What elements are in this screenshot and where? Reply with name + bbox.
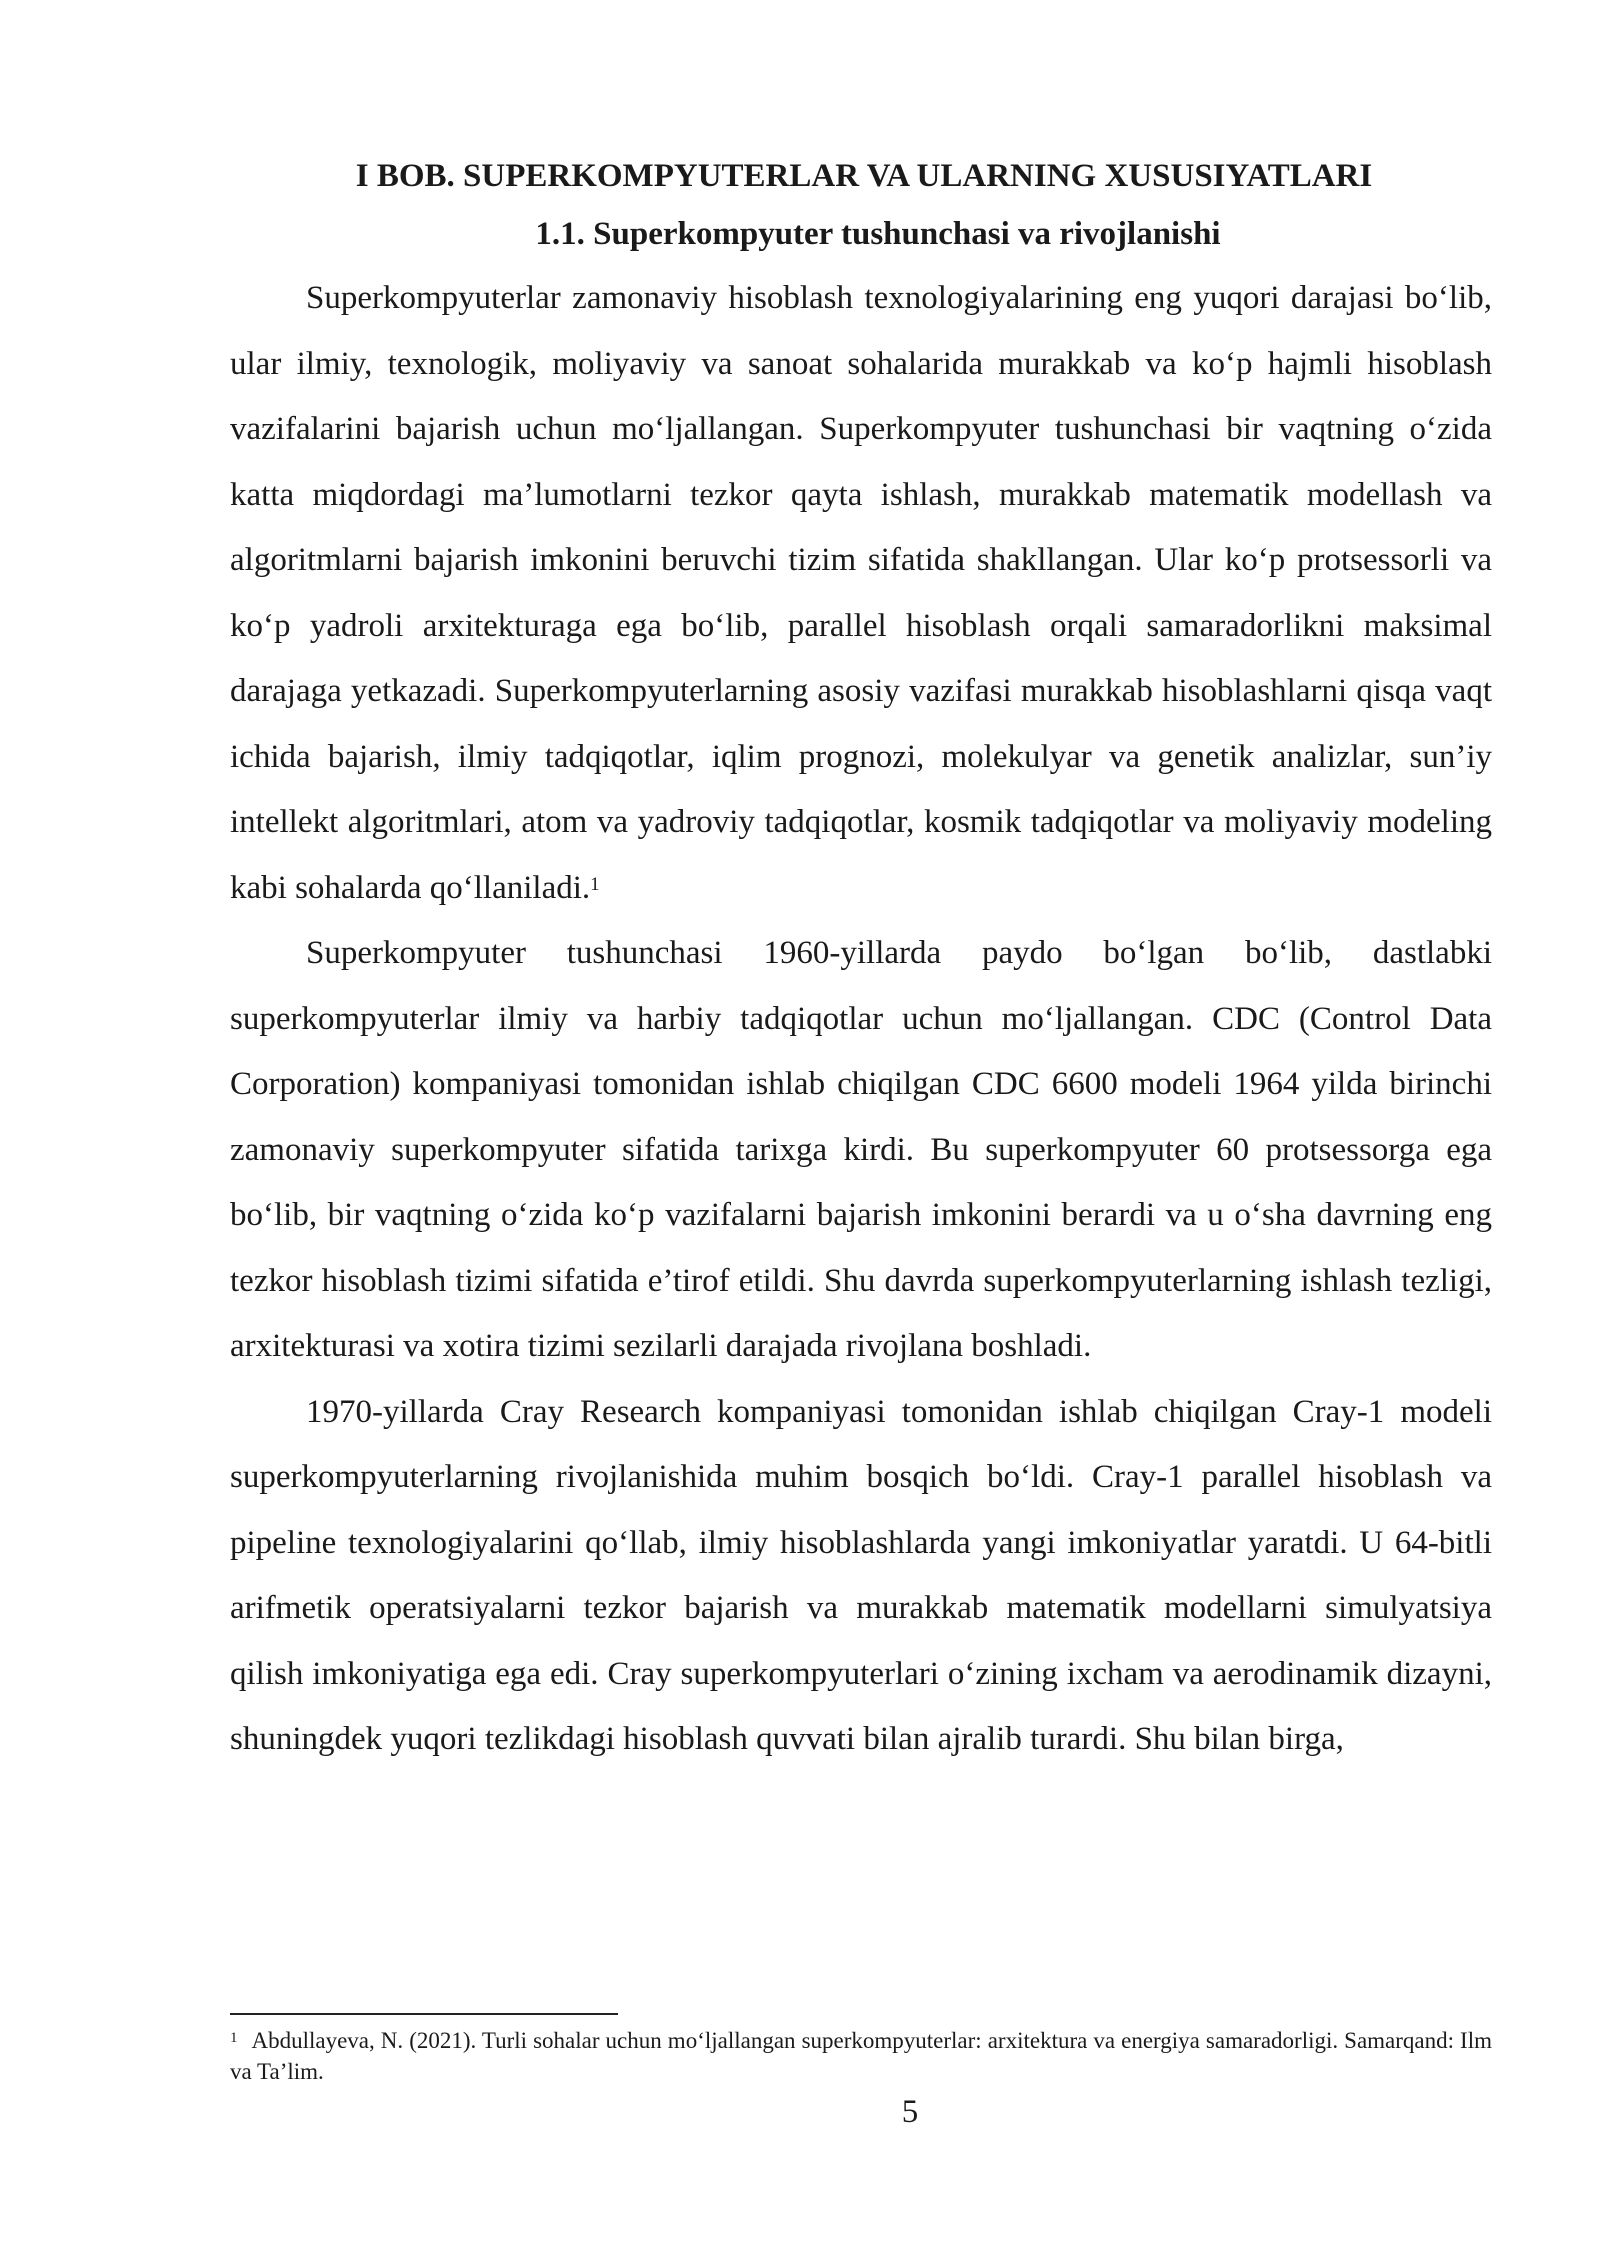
body-text bbox=[230, 150, 1492, 1773]
section-title: 1.1. Superkompyuter tushunchasi va rivojlanishi bbox=[535, 216, 1221, 252]
paragraph-1 bbox=[230, 266, 1492, 921]
footnote-mark: 1 bbox=[230, 2030, 238, 2046]
page-number: 5 bbox=[901, 2094, 919, 2130]
footnote-reference[interactable]: 1 bbox=[590, 873, 600, 895]
footnote-separator bbox=[230, 2013, 618, 2015]
paragraph-2: Superkompyuter tushunchasi 1960-yillarda paydo bo‘lgan bo‘lib, dastlabki superkompyuterlar ilmiy va harbiy tadqiqotlar uchun mo‘ljallangan. CDC (Control Data Corporation) kompaniyasi tomonidan ishlab chiqilgan CDC 6600 modeli 1964 yilda birinchi zamonaviy superkompyuter sifatida tarixga kirdi. Bu superkompyuter 60 protsessorga ega bo‘lib, bir vaqtning o‘zida ko‘p vazifalarni bajarish imkonini berardi va u o‘sha davrning eng tezkor hisoblash tizimi sifatida e’tirof etildi. Shu davrda superkompyuterlarning ishlash tezligi, arxitekturasi va xotira tizimi sezilarli darajada rivojlana boshladi. bbox=[230, 935, 1492, 1364]
paragraph-1-text: Superkompyuterlar zamonaviy hisoblash texnologiyalarining eng yuqori darajasi bo‘lib, ular ilmiy, texnologik, moliyaviy va sanoat sohalarida murakkab va ko‘p hajmli hisoblash vazifalarini bajarish uchun mo‘ljallangan. Superkompyuter tushunchasi bir vaqtning o‘zida katta miqdordagi ma’lumotlarni tezkor qayta ishlash, murakkab matematik modellash va algoritmlarni bajarish imkonini beruvchi tizim sifatida shakllangan. Ular ko‘p protsessorli va ko‘p yadroli arxitekturaga ega bo‘lib, parallel hisoblash orqali samaradorlikni maksimal darajaga yetkazadi. Superkompyuterlarning asosiy vazifasi murakkab hisoblashlarni qisqa vaqt ichida bajarish, ilmiy tadqiqotlar, iqlim prognozi, molekulyar va genetik analizlar, sun’iy intellekt algoritmlari, atom va yadroviy tadqiqotlar, kosmik tadqiqotlar va moliyaviy modeling kabi sohalarda qo‘llaniladi. bbox=[230, 280, 1492, 906]
paragraph-3: 1970-yillarda Cray Research kompaniyasi tomonidan ishlab chiqilgan Cray-1 modeli superkompyuterlarning rivojlanishida muhim bosqich bo‘ldi. Cray-1 parallel hisoblash va pipeline texnologiyalarini qo‘llab, ilmiy hisoblashlarda yangi imkoniyatlar yaratdi. U 64-bitli arifmetik operatsiyalarni tezkor bajarish va murakkab matematik modellarni simulyatsiya qilish imkoniyatiga ega edi. Cray superkompyuterlari o‘zining ixcham va aerodinamik dizayni, shuningdek yuqori tezlikdagi hisoblash quvvati bilan ajralib turardi. Shu bilan birga, bbox=[230, 1393, 1492, 1757]
footnote-text: Abdullayeva, N. (2021). Turli sohalar uchun mo‘ljallangan superkompyuterlar: arxitektura va energiya samaradorligi. Samarqand: Ilm va Ta’lim. bbox=[230, 2028, 1492, 2084]
footnote bbox=[230, 2025, 1492, 2087]
chapter-title: I BOB. SUPERKOMPYUTERLAR VA ULARNING XUSUSIYATLARI bbox=[355, 158, 1373, 194]
